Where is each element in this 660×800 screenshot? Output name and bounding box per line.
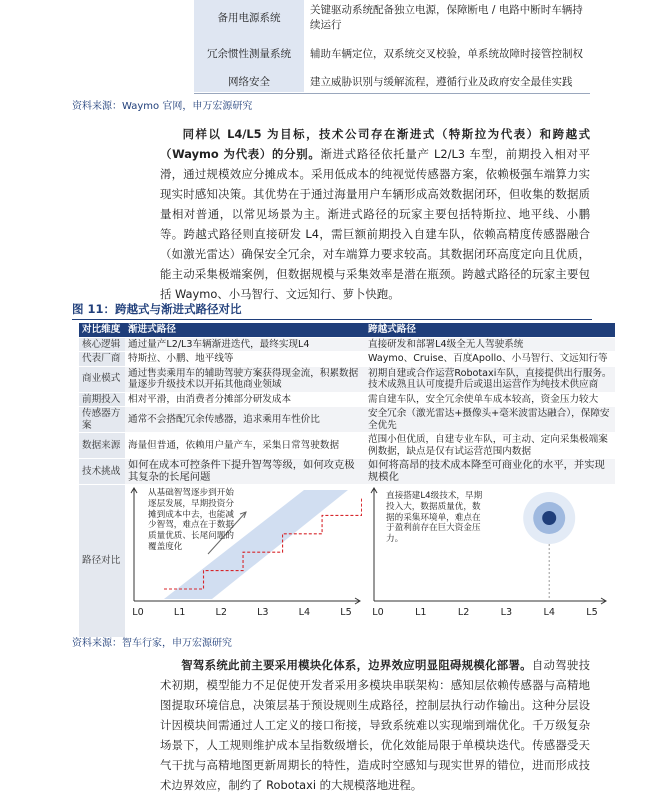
- cell-leap: 安全冗余（激光雷达+摄像头+毫米波雷达融合），保障安全优先: [365, 407, 615, 433]
- x-tick-label: L1: [415, 607, 427, 618]
- table-key: 备用电源系统: [194, 0, 304, 36]
- source-note-1: 资料来源：Waymo 官网，申万宏源研究: [72, 101, 253, 112]
- table-row: [79, 433, 615, 459]
- cell-gradual: 海量但普通，依赖用户量产车，采集日常驾驶数据: [125, 433, 365, 459]
- row-dimension: 技术挑战: [79, 459, 125, 485]
- cell-leap: Waymo、Cruise、百度Apollo、小马智行、文远知行等: [365, 352, 615, 367]
- cell-leap: 范围小但优质，自建专业车队，可主动、定向采集极端案例数据，缺点是仅有试运营范围内数据: [365, 433, 615, 459]
- cell-gradual: 通过量产L2/L3车辆渐进迭代，最终实现L4: [125, 337, 365, 352]
- source-note-2: 资料来源：智车行家，申万宏源研究: [72, 638, 232, 649]
- redundancy-table: [194, 0, 590, 92]
- cell-gradual: 特斯拉、小鹏、地平线等: [125, 352, 365, 367]
- table-row: [79, 407, 615, 433]
- x-tick-label: L5: [340, 607, 352, 618]
- cell-gradual: 通常不会搭配冗余传感器，追求乘用车性价比: [125, 407, 365, 433]
- table-value: 辅助车辆定位，双系统交叉校验，单系统故障时接管控制权: [304, 36, 590, 72]
- table-header-row: [79, 323, 615, 337]
- row-dimension: 路径对比: [79, 485, 125, 638]
- x-tick-label: L2: [457, 607, 470, 618]
- x-tick-label: L3: [257, 607, 269, 618]
- row-dimension: 代表厂商: [79, 352, 125, 367]
- paragraph-body: 自动驾驶技术初期，模型能力不足促使开发者采用多模块串联架构：感知层依赖传感器与高精地图提取环境信息，决策层基于预设规则生成路径，控制层执行动作输出。这种分层设计因模块间需通过人工定义的接口衔接，导致系统难以实现端到端优化。千万级复杂场景下，人工规则维护成本呈指数级增长，优化效能局限于单模块迭代。传感器受天气干扰与高精地图更新周期长的特性，造成时空感知与现实世界的错位，进而形成技术边界效应，制约了 Robotaxi 的大规模落地进程。: [160, 658, 590, 792]
- table-key: 冗余惯性测量系统: [194, 36, 304, 72]
- row-dimension: 数据来源: [79, 433, 125, 459]
- table-row: [79, 459, 615, 485]
- cell-leap: 需自建车队，安全冗余使单车成本较高，资金压力较大: [365, 392, 615, 407]
- row-dimension: 商业模式: [79, 366, 125, 392]
- table-row: [194, 72, 590, 92]
- table-row: [194, 36, 590, 72]
- table-row: [79, 392, 615, 407]
- cell-gradual: 通过售卖乘用车的辅助驾驶方案获得现金流，积累数据量逐步升级技术以开拓其他商业领域: [125, 366, 365, 392]
- table-value: 关键驱动系统配备独立电源，保障断电 / 电路中断时车辆持续运行: [304, 0, 590, 36]
- x-tick-label: L3: [500, 607, 513, 618]
- x-tick-label: L0: [132, 607, 144, 618]
- cell-leap: 初期自建或合作运营Robotaxi车队，直接提供出行服务。技术成熟且认可度提升后或退出运营作为纯技术供应商: [365, 366, 615, 392]
- cell-leap: 直接研发和部署L4级全无人驾驶系统: [365, 337, 615, 352]
- cell-gradual: 相对平滑，由消费者分摊部分研发成本: [125, 392, 365, 407]
- leap-path-note: 直接搭建L4级技术，早期投入大，数据质量优，数据的采集环境单，难点在于盈利前存在巨大资金压力。: [386, 491, 483, 545]
- cell-gradual: 如何在成本可控条件下提升智驾等级，如何攻克极其复杂的长尾问题: [125, 459, 365, 485]
- row-dimension: 前期投入: [79, 392, 125, 407]
- x-tick-label: L2: [215, 607, 227, 618]
- table-row: [194, 0, 590, 36]
- header-gradual: 渐进式路径: [125, 323, 365, 337]
- cell-leap: 如何将高昂的技术成本降至可商业化的水平，并实现规模化: [365, 459, 615, 485]
- header-leap: 跨越式路径: [365, 323, 615, 337]
- table-row: [79, 352, 615, 367]
- header-dimension: 对比维度: [79, 323, 125, 337]
- row-dimension: 传感器方案: [79, 407, 125, 433]
- row-dimension: 核心逻辑: [79, 337, 125, 352]
- table-key: 网络安全: [194, 72, 304, 92]
- paragraph-modular-system: [160, 655, 590, 795]
- x-tick-label: L5: [586, 607, 598, 618]
- table-row: [79, 337, 615, 352]
- x-tick-label: L0: [372, 607, 384, 618]
- paragraph-body: 渐进式路径依托量产 L2/L3 车型，前期投入相对平滑，通过规模效应分摊成本。采用低成本的纯视觉传感器方案，依赖极强车端算力实现实时感知决策。其优势在于通过海量用户车辆形成高效数据闭环，但收集的数据质量相对普通，以常见场景为主。渐进式路径的玩家主要包括特斯拉、地平线、小鹏等。跨越式路径则直接研发 L4，需巨额前期投入自建车队，依赖高精度传感器融合（如激光雷达）确保安全冗余，对车端算力要求较高。其数据闭环高度定向且优质，能主动采集极端案例，但数据规模与采集效率是潜在瓶颈。跨越式路径的玩家主要包括 Waymo、小马智行、文远知行、萝卜快跑。: [160, 147, 590, 301]
- x-tick-label: L4: [543, 607, 555, 618]
- table-value: 建立威胁识别与缓解流程，遵循行业及政府安全最佳实践: [304, 72, 590, 92]
- x-tick-label: L4: [298, 607, 311, 618]
- target-core: [542, 511, 556, 525]
- paragraph-bold-intro: 智驾系统此前主要采用模块化体系，边界效应明显阻碍规模化部署。: [181, 658, 532, 672]
- figure-title: 图 11：跨越式与渐进式路径对比: [72, 301, 592, 320]
- top-table-border-bottom: [194, 93, 590, 94]
- paragraph-path-comparison: [160, 124, 590, 304]
- x-tick-label: L1: [173, 607, 186, 618]
- table-row: [79, 366, 615, 392]
- paragraph-bold-intro: 同样以 L4/L5 为目标，技术公司存在渐进式（特斯拉为代表）和跨越式（Waymo 为代表）的分别。: [160, 127, 590, 161]
- gradual-path-note: 从基础智驾逐步到开始逐层发展，早期投资分摊到成本中去，也能减少智驾，难点在于数据质量优质、长尾问题的覆盖度化: [148, 488, 234, 552]
